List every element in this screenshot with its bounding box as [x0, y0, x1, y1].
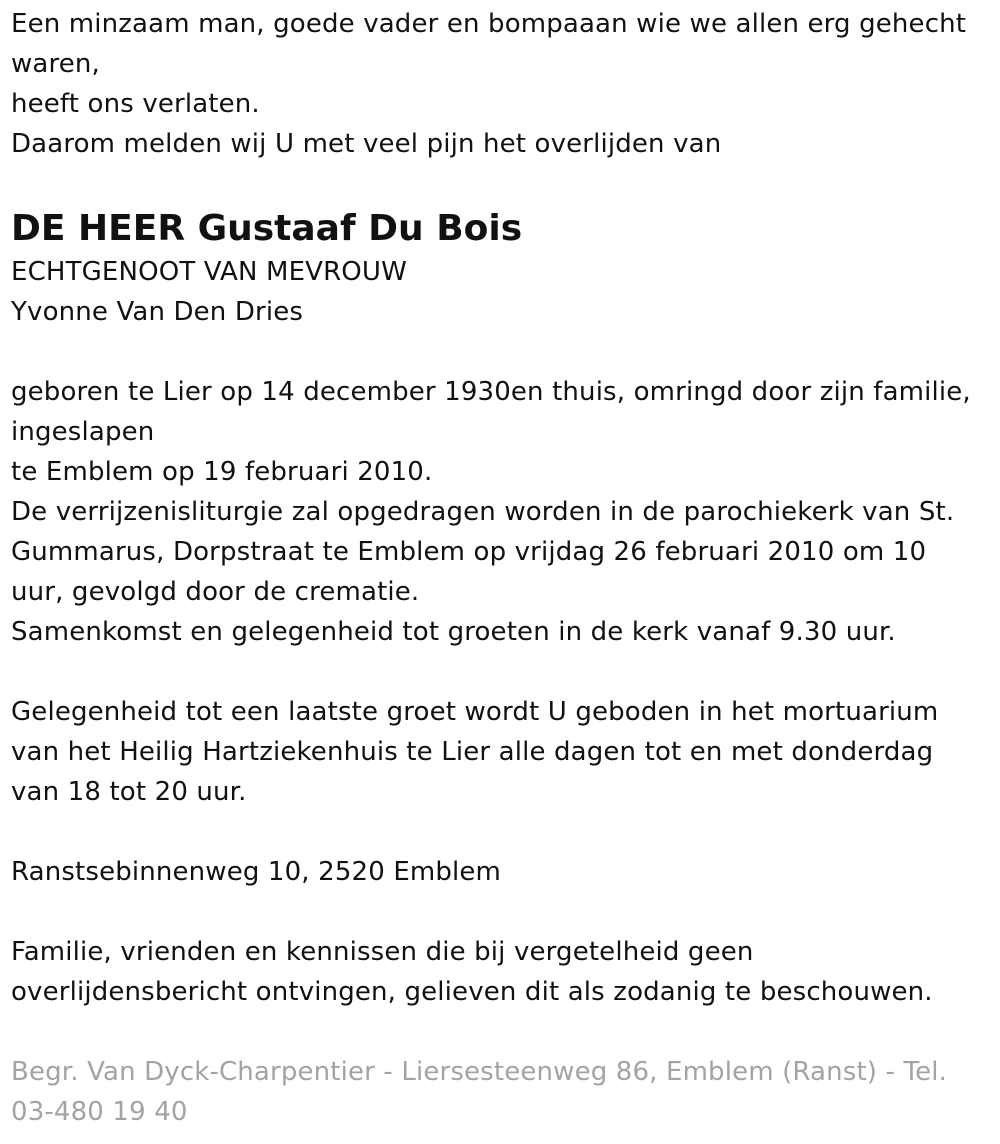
details-line-7: Samenkomst en gelegenheid tot groeten in de kerk vanaf 9.30 uur.	[11, 617, 896, 647]
notice-line-2: overlijdensbericht ontvingen, gelieven dit als zodanig te beschouwen.	[11, 977, 933, 1007]
home-address: Ranstsebinnenweg 10, 2520 Emblem	[11, 857, 502, 887]
spouse-name: Yvonne Van Den Dries	[11, 297, 304, 327]
intro-line-1: Een minzaam man, goede vader en bompaaan wie we allen erg gehecht	[11, 9, 967, 39]
intro-line-4: Daarom melden wij U met veel pijn het overlijden van	[11, 129, 722, 159]
spacer	[11, 652, 988, 692]
details-line-3: te Emblem op 19 februari 2010.	[11, 457, 433, 487]
deceased-name: DE HEER Gustaaf Du Bois	[11, 208, 523, 249]
intro-section	[11, 4, 988, 164]
spacer	[11, 332, 988, 372]
viewing-section	[11, 692, 988, 812]
details-line-2: ingeslapen	[11, 417, 155, 447]
details-line-1: geboren te Lier op 14 december 1930en thuis, omringd door zijn familie,	[11, 377, 971, 407]
address-section	[11, 852, 988, 892]
spacer	[11, 164, 988, 204]
notice-line-1: Familie, vrienden en kennissen die bij vergetelheid geen	[11, 937, 754, 967]
intro-line-3: heeft ons verlaten.	[11, 89, 260, 119]
intro-line-2: waren,	[11, 49, 100, 79]
details-line-5: Gummarus, Dorpstraat te Emblem op vrijdag 26 februari 2010 om 10	[11, 537, 927, 567]
details-line-6: uur, gevolgd door de crematie.	[11, 577, 420, 607]
details-section	[11, 372, 988, 652]
notice-section	[11, 932, 988, 1012]
viewing-line-3: van 18 tot 20 uur.	[11, 777, 247, 807]
funeral-home-footer	[11, 1052, 988, 1132]
spacer	[11, 1012, 988, 1052]
spouse-label: ECHTGENOOT VAN MEVROUW	[11, 257, 407, 287]
spacer	[11, 892, 988, 932]
spacer	[11, 812, 988, 852]
deceased-section	[11, 204, 988, 332]
viewing-line-2: van het Heilig Hartziekenhuis te Lier alle dagen tot en met donderdag	[11, 737, 934, 767]
details-line-4: De verrijzenisliturgie zal opgedragen worden in de parochiekerk van St.	[11, 497, 955, 527]
footer-line-2: 03-480 19 40	[11, 1097, 188, 1127]
footer-line-1: Begr. Van Dyck-Charpentier - Liersesteenweg 86, Emblem (Ranst) - Tel.	[11, 1057, 948, 1087]
viewing-line-1: Gelegenheid tot een laatste groet wordt U geboden in het mortuarium	[11, 697, 939, 727]
